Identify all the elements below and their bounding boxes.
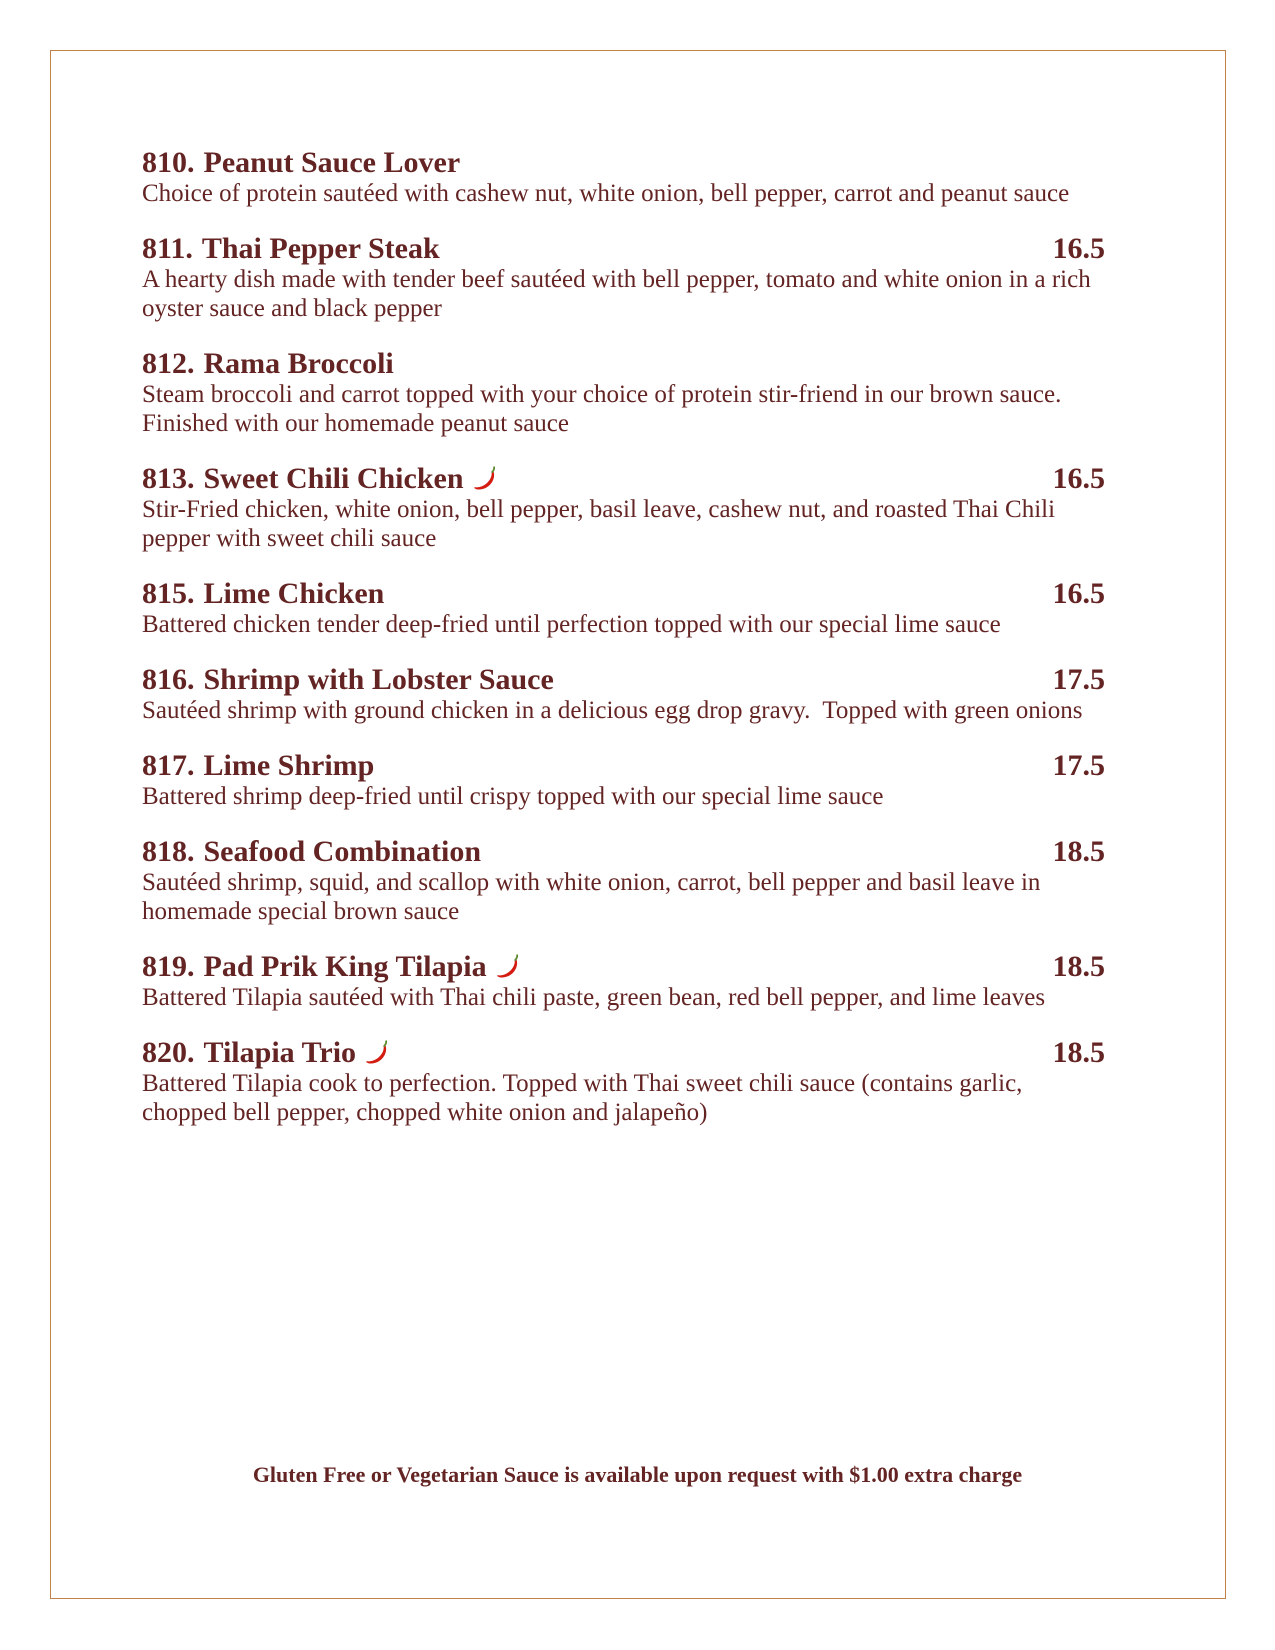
menu-item xyxy=(142,232,1105,323)
item-number: 818. xyxy=(142,835,195,868)
footer-note: Gluten Free or Vegetarian Sauce is available upon request with $1.00 extra charge xyxy=(252,1462,1023,1487)
item-header xyxy=(142,663,1105,696)
item-price: 18.5 xyxy=(1052,950,1105,983)
item-number: 811. xyxy=(142,232,193,265)
item-name: Tilapia Trio xyxy=(203,1036,357,1069)
item-description: Battered shrimp deep-fried until crispy topped with our special lime sauce xyxy=(142,783,884,810)
item-price: 18.5 xyxy=(1052,835,1105,868)
item-title xyxy=(142,749,374,782)
item-description: Sautéed shrimp, squid, and scallop with white onion, carrot, bell pepper and basil leave in homemade special brown sauce xyxy=(142,869,1047,925)
chili-pepper-icon xyxy=(363,1037,393,1069)
item-description: Steam broccoli and carrot topped with your choice of protein stir-friend in our brown sauce. Finished with our homemade peanut sauce xyxy=(142,381,1068,437)
item-price: 18.5 xyxy=(1052,1036,1105,1069)
item-number: 817. xyxy=(142,749,195,782)
item-name: Lime Shrimp xyxy=(203,749,375,782)
item-number: 812. xyxy=(142,347,195,380)
item-header xyxy=(142,1036,1105,1069)
item-name: Shrimp with Lobster Sauce xyxy=(203,663,554,696)
item-name: Lime Chicken xyxy=(203,577,385,610)
item-price: 16.5 xyxy=(1052,577,1105,610)
item-description: Battered Tilapia cook to perfection. Topped with Thai sweet chili sauce (contains garlic, chopped bell pepper, chopped white onion and jalapeño) xyxy=(142,1070,1029,1126)
menu-item xyxy=(142,1036,1105,1127)
item-number: 815. xyxy=(142,577,195,610)
item-header xyxy=(142,347,1105,380)
item-title xyxy=(142,1036,393,1069)
item-name: Seafood Combination xyxy=(203,835,482,868)
item-name: Sweet Chili Chicken xyxy=(203,462,464,495)
item-header xyxy=(142,462,1105,495)
item-description: A hearty dish made with tender beef sautéed with bell pepper, tomato and white onion in a rich oyster sauce and black pepper xyxy=(142,266,1097,322)
chili-pepper-icon xyxy=(471,463,501,495)
menu-item xyxy=(142,462,1105,553)
item-number: 819. xyxy=(142,950,195,983)
item-price: 17.5 xyxy=(1052,663,1105,696)
item-header xyxy=(142,146,1105,179)
item-title xyxy=(142,462,501,495)
item-description: Stir-Fried chicken, white onion, bell pepper, basil leave, cashew nut, and roasted Thai Chili pepper with sweet chili sauce xyxy=(142,496,1062,552)
item-header xyxy=(142,950,1105,983)
menu-item xyxy=(142,950,1105,1012)
item-title xyxy=(142,577,384,610)
item-price: 16.5 xyxy=(1052,462,1105,495)
item-name: Pad Prik King Tilapia xyxy=(203,950,487,983)
item-price: 17.5 xyxy=(1052,749,1105,782)
item-name: Rama Broccoli xyxy=(203,347,394,380)
item-description: Sautéed shrimp with ground chicken in a delicious egg drop gravy. Topped with green onions xyxy=(142,697,1083,724)
chili-pepper-icon xyxy=(494,951,524,983)
item-title xyxy=(142,663,554,696)
item-price: 16.5 xyxy=(1052,232,1105,265)
menu-item xyxy=(142,663,1105,725)
item-header xyxy=(142,577,1105,610)
item-header xyxy=(142,749,1105,782)
menu-item xyxy=(142,749,1105,811)
item-title xyxy=(142,347,394,380)
menu-item xyxy=(142,577,1105,639)
menu-item xyxy=(142,146,1105,208)
menu-item xyxy=(142,835,1105,926)
item-description: Choice of protein sautéed with cashew nut, white onion, bell pepper, carrot and peanut sauce xyxy=(142,180,1070,207)
item-number: 810. xyxy=(142,146,195,179)
item-title xyxy=(142,146,460,179)
item-title xyxy=(142,835,481,868)
item-header xyxy=(142,835,1105,868)
item-description: Battered chicken tender deep-fried until perfection topped with our special lime sauce xyxy=(142,611,1001,638)
item-description: Battered Tilapia sautéed with Thai chili paste, green bean, red bell pepper, and lime leaves xyxy=(142,984,1046,1011)
item-title xyxy=(142,950,524,983)
item-number: 813. xyxy=(142,462,195,495)
menu-list xyxy=(142,146,1105,1151)
item-header xyxy=(142,232,1105,265)
item-title xyxy=(142,232,440,265)
item-number: 820. xyxy=(142,1036,195,1069)
menu-item xyxy=(142,347,1105,438)
item-number: 816. xyxy=(142,663,195,696)
item-name: Thai Pepper Steak xyxy=(201,232,440,265)
item-name: Peanut Sauce Lover xyxy=(203,146,461,179)
